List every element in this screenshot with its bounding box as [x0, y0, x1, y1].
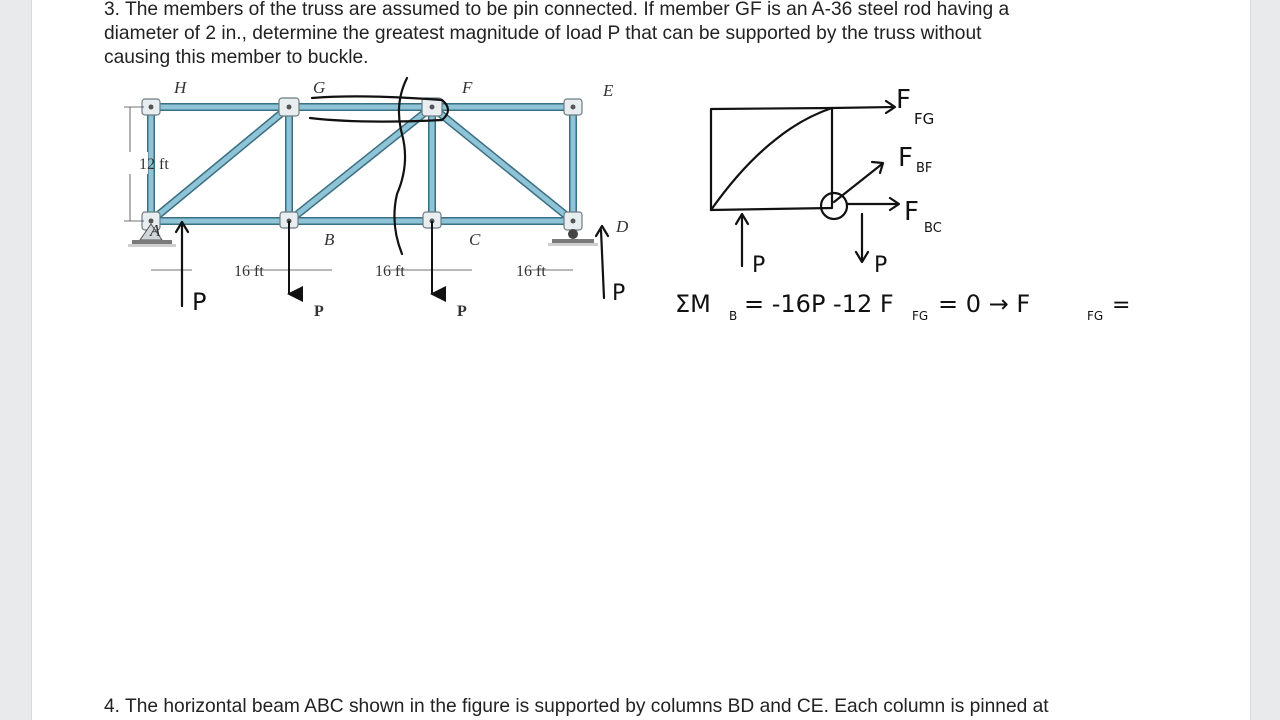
truss-figure — [102, 74, 629, 324]
node-label-e: E — [603, 81, 614, 100]
free-body-diagram — [692, 76, 992, 276]
force-bf-subscript: BF — [916, 161, 933, 176]
node-label-h: H — [174, 78, 187, 97]
force-bc-subscript: BC — [924, 221, 942, 236]
span-label-cd: 16 ft — [516, 263, 546, 280]
node-label-a: A — [150, 221, 161, 240]
force-fg-label: F — [896, 85, 911, 115]
equation-sum-moment: ΣM — [675, 290, 711, 318]
moment-equation — [672, 284, 1152, 324]
force-bc-label: F — [904, 197, 919, 227]
equation-body-subscript: FG — [912, 309, 929, 323]
problem-3-text-line-2: diameter of 2 in., determine the greatest magnitude of load P that can be supported by the truss without — [104, 23, 982, 44]
node-label-d: D — [616, 217, 629, 236]
node-label-f: F — [462, 78, 473, 97]
document-page — [31, 0, 1251, 720]
node-label-b: B — [324, 230, 335, 249]
problem-4-text-line-1: 4. The horizontal beam ABC shown in the figure is supported by columns BD and CE. Each column is pinned at — [104, 696, 1049, 717]
equation-tail-subscript: FG — [1087, 309, 1104, 323]
load-label-c: P — [457, 303, 467, 320]
reaction-right-label: P — [612, 281, 626, 306]
problem-3-text-line-3: causing this member to buckle. — [104, 47, 369, 68]
equation-end: = — [1112, 293, 1131, 318]
problem-3-text-line-1: 3. The members of the truss are assumed to be pin connected. If member GF is an A-36 steel rod having a — [104, 0, 1010, 20]
equation-tail: = 0 → F — [938, 290, 1031, 318]
reaction-left-label: P — [192, 288, 207, 316]
node-label-c: C — [469, 230, 481, 249]
force-bf-label: F — [898, 143, 913, 173]
node-label-g: G — [313, 78, 326, 97]
height-dimension-label: 12 ft — [139, 156, 169, 173]
force-fg-subscript: FG — [914, 110, 935, 128]
equation-body: = -16P -12 F — [744, 290, 894, 318]
span-label-ab: 16 ft — [234, 263, 264, 280]
fbd-p-left-label: P — [752, 253, 766, 278]
equation-sum-moment-subscript: B — [729, 309, 738, 323]
fbd-p-right-label: P — [874, 253, 888, 278]
load-label-b: P — [314, 303, 324, 320]
span-label-bc: 16 ft — [375, 263, 405, 280]
